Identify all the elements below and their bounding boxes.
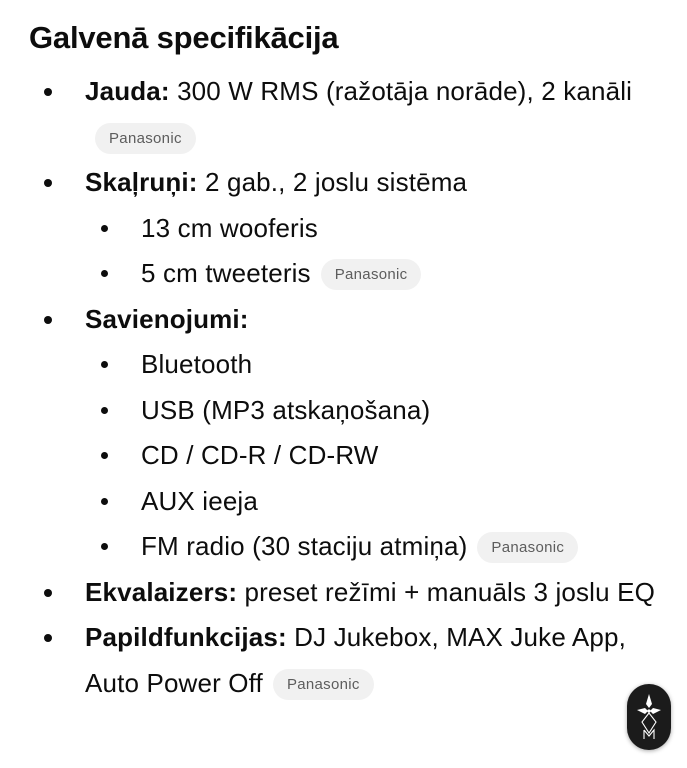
sub-item [0, 388, 657, 434]
spec-item-speakers [0, 160, 687, 297]
spec-item-text: DJ Jukebox, MAX Juke App, Auto Power Off [85, 622, 626, 698]
floating-assistant-button[interactable] [627, 684, 671, 750]
spec-item-label: Jauda: [85, 76, 170, 106]
source-chip[interactable]: Panasonic [95, 123, 196, 154]
section-heading: Galvenā specifikācija [29, 20, 339, 55]
spec-item-connections [0, 297, 687, 570]
sub-list [85, 206, 657, 297]
sub-item-text: Bluetooth [141, 349, 253, 379]
source-chip[interactable]: Panasonic [321, 259, 422, 290]
sub-item [0, 251, 657, 297]
sub-item-text: CD / CD-R / CD-RW [141, 440, 379, 470]
sub-item [0, 479, 657, 525]
sub-item [0, 342, 657, 388]
spec-item-extras [0, 615, 687, 706]
sub-item [0, 433, 657, 479]
compass-badge-icon [627, 684, 671, 750]
spec-item-label: Papildfunkcijas: [85, 622, 287, 652]
sub-list [85, 342, 657, 570]
sub-item-text: FM radio (30 staciju atmiņa) [141, 531, 468, 561]
spec-item-text: preset režīmi + manuāls 3 joslu EQ [237, 576, 655, 607]
spec-item-text: 2 gab., 2 joslu sistēma [197, 167, 468, 197]
sub-item [0, 206, 657, 252]
source-chip[interactable]: Panasonic [477, 532, 578, 563]
sub-item-text: USB (MP3 atskaņošana) [141, 394, 431, 425]
sub-item-text: 13 cm wooferis [141, 212, 318, 243]
spec-item-label: Savienojumi: [85, 303, 249, 334]
sub-item [0, 524, 657, 570]
source-chip[interactable]: Panasonic [273, 669, 374, 700]
spec-item-label: Ekvalaizers: [85, 576, 238, 607]
spec-item-label: Skaļruņi: [85, 167, 198, 197]
spec-item-power [0, 69, 687, 160]
spec-item-text: 300 W RMS (ražotāja norāde), 2 kanāli [169, 76, 633, 106]
sub-item-text: AUX ieeja [141, 485, 258, 516]
sub-item-text: 5 cm tweeteris [141, 258, 311, 288]
spec-list [0, 69, 687, 706]
spec-item-equalizer [0, 570, 687, 616]
